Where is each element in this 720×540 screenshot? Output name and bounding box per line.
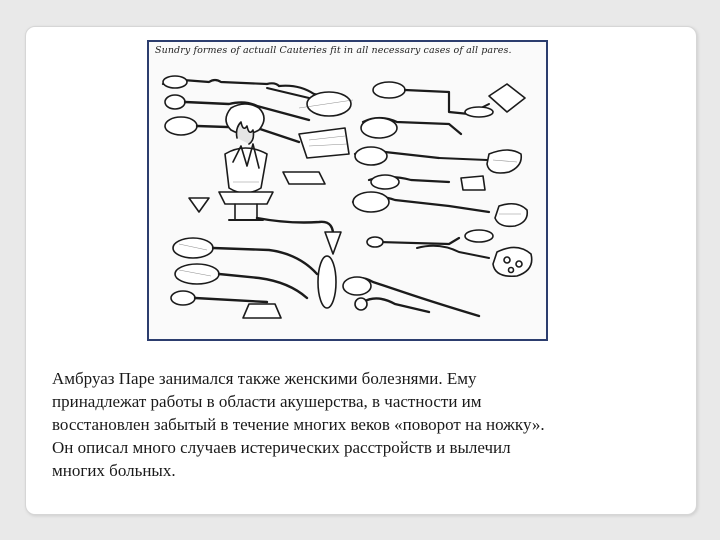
slide-body-text: [52, 367, 682, 482]
text-line: принадлежат работы в области акушерства, в частности им: [52, 392, 482, 411]
text-line: Амбруаз Паре занимался также женскими болезнями. Ему: [52, 369, 477, 388]
slide: [25, 26, 697, 515]
cautery-illustration: [147, 40, 548, 341]
text-line: Он описал много случаев истерических расстройств и вылечил: [52, 438, 511, 457]
text-line: восстановлен забытый в течение многих веков «поворот на ножку».: [52, 415, 545, 434]
woodcut-cautery-instruments-icon: [149, 42, 546, 339]
illustration-caption: Sundry formes of actuall Cauteries fit in all necessary cases of all pares.: [155, 45, 512, 56]
text-line: многих больных.: [52, 461, 176, 480]
